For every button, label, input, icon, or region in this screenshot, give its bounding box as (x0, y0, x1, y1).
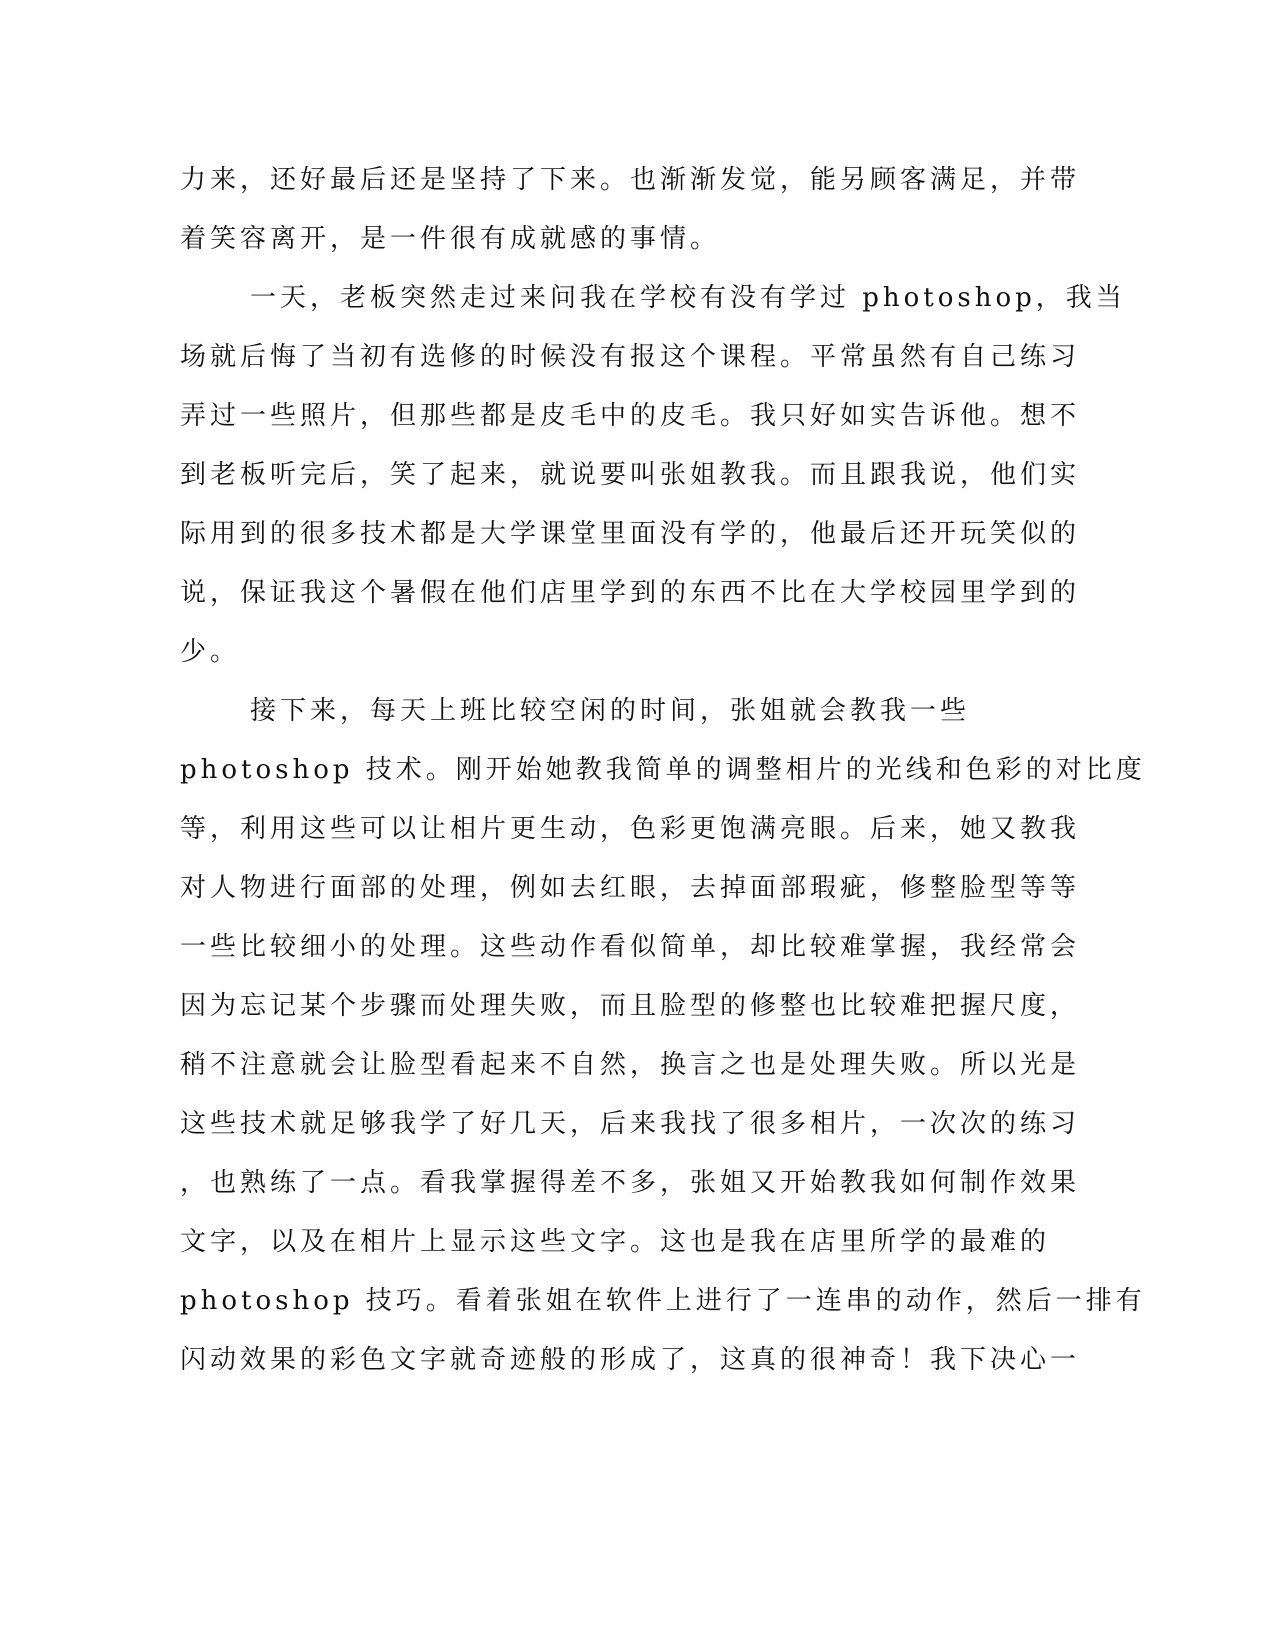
text-line: photoshop 技巧。看着张姐在软件上进行了一连串的动作，然后一排有 (180, 1286, 1146, 1316)
paragraph-first-line: 接下来，每天上班比较空闲的时间，张姐就会教我一些 (250, 696, 971, 726)
text-line: 等，利用这些可以让相片更生动，色彩更饱满亮眼。后来，她又教我 (180, 814, 1081, 844)
text-line: 际用到的很多技术都是大学课堂里面没有学的，他最后还开玩笑似的 (180, 519, 1081, 549)
text-line: 文字，以及在相片上显示这些文字。这也是我在店里所学的最难的 (180, 1227, 1051, 1257)
text-line: 对人物进行面部的处理，例如去红眼，去掉面部瑕疵，修整脸型等等 (180, 873, 1081, 903)
text-line: 闪动效果的彩色文字就奇迹般的形成了，这真的很神奇！我下决心一 (180, 1345, 1081, 1375)
paragraph-first-line: 一天，老板突然走过来问我在学校有没有学过 photoshop，我当 (250, 283, 1126, 313)
text-line: 一些比较细小的处理。这些动作看似简单，却比较难掌握，我经常会 (180, 932, 1081, 962)
text-line: 到老板听完后，笑了起来，就说要叫张姐教我。而且跟我说，他们实 (180, 460, 1081, 490)
text-line: 场就后悔了当初有选修的时候没有报这个课程。平常虽然有自己练习 (180, 342, 1081, 372)
text-line: 说，保证我这个暑假在他们店里学到的东西不比在大学校园里学到的 (180, 578, 1081, 608)
text-line: photoshop 技术。刚开始她教我简单的调整相片的光线和色彩的对比度 (180, 755, 1146, 785)
text-line: ，也熟练了一点。看我掌握得差不多，张姐又开始教我如何制作效果 (180, 1168, 1081, 1198)
text-line: 弄过一些照片，但那些都是皮毛中的皮毛。我只好如实告诉他。想不 (180, 401, 1081, 431)
text-line: 因为忘记某个步骤而处理失败，而且脸型的修整也比较难把握尺度， (180, 991, 1081, 1021)
text-line: 少。 (180, 637, 241, 667)
text-line: 力来，还好最后还是坚持了下来。也渐渐发觉，能另顾客满足，并带 (180, 165, 1081, 195)
text-line: 稍不注意就会让脸型看起来不自然，换言之也是处理失败。所以光是 (180, 1050, 1081, 1080)
text-line: 这些技术就足够我学了好几天，后来我找了很多相片，一次次的练习 (180, 1109, 1081, 1139)
text-line: 着笑容离开，是一件很有成就感的事情。 (180, 224, 721, 254)
